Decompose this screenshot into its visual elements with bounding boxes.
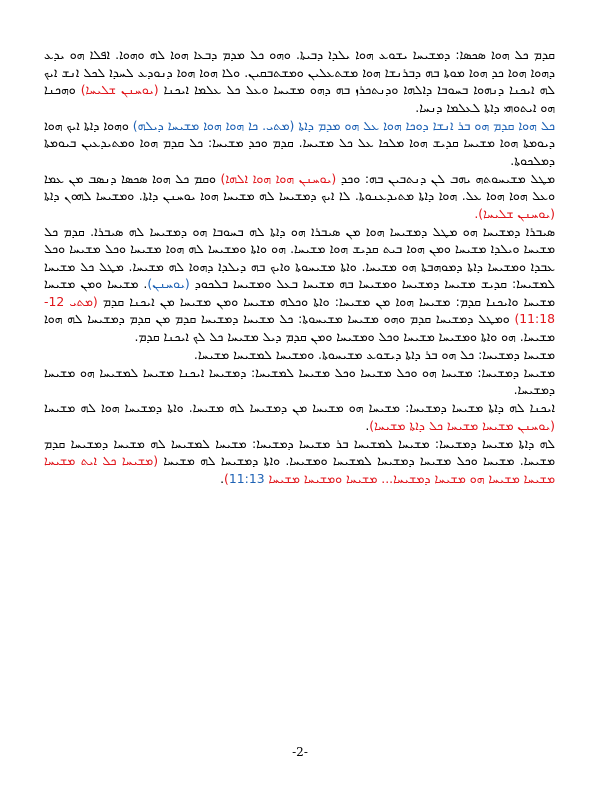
body-text xyxy=(44,46,555,488)
text-run: ܩܕܡ ܟܠ ܗܘܐ ܣܟܣܐ: ܕܡܫܝܚܐ ܝܫܘܥ ܗܘܐ ܝܠܕܐ ܕܒܝܬܐ. ܘܗܘ ܟܠ ܡܕܡ ܕܒܥܐ ܗܘܐ ܠܗ ܘܗܘܐ. ܐܦܠܐ ܗܘ ܝܕܥ ܕܗܘܐ ܗܘܐ ܟܕ ܗܘܐ ܡܘܬܐ ܒܗ ܕܒܪܢܫܐ ܗܘܐ ܡܫܬܥܠܝܢ ܘܡܫܬܒܩܝܢ. ܘܠܐ ܗܘܐ ܗܘܐ ܕܢܘܕܥ ܠܚܕܐ ܠܟܠ ܐܢܫ ܐܝܟ ܠܗ ܐܝܟܢܐ ܕܢܗܘܐ ܒܚܘܒܐ ܕܐܠܗܐ ܘܕܢܬܟܪܙ ܒܗ ܕܗܘ ܡܫܝܚܐ ܘܥܠ ܟܠ ܥܠܡܐ ܐܝܟܢܐ xyxy=(44,47,555,97)
citation-blue: 11:13 xyxy=(228,470,269,486)
paragraph xyxy=(44,170,555,223)
citation-red: (ܡܬܝ 12-11:18) xyxy=(44,293,555,326)
citation-blue: ܟܠ ܗܘܐ ܩܕܡ ܗܘ ܒܪ ܐܢܫܐ ܕܘܟܐ ܗܘܐ ܥܠ ܗܘ ܡܕܡ ܕܐܬܐ xyxy=(294,117,555,133)
paragraph xyxy=(44,117,555,170)
citation-red: ) xyxy=(224,470,229,486)
text-run: . xyxy=(365,417,370,433)
paragraph xyxy=(44,346,555,364)
text-run: ܡܫܝܚܐ ܕܡܫܝܚܐ: ܡܫܝܚܐ ܗܘ ܘܟܠ ܡܫܝܚܐ ܘܟܠ ܡܫܝܚܐ ܠܡܫܝܚܐ: ܕܡܫܝܚܐ ܐܝܟܢܐ ܡܫܝܚܐ ܠܡܫܝܚܐ ܗܘ ܡܫܝܚܐ ܕܡܫܝܚܐ. xyxy=(44,364,555,397)
citation-red: (ܡܫܝܚܐ ܟܠ ܐܝܬ ܡܫܝܚܐ ܡܫܝܚܐ ܡܫܝܚܐ ܗܘ ܡܫܝܚܐ ܕܡܫܝܚܐ... ܡܫܝܚܐ ܘܡܫܝܚܐ ܡܫܝܚܐ xyxy=(44,453,555,486)
citation-red: (ܝܘܚܢܢ ܫܠܝܚܐ) xyxy=(80,82,159,97)
text-run: ܘܗܘܐ ܕܐܬܐ ܐܝܟ ܗܘܐ ܕܝܘܡܬܐ ܗܘܐ ܡܫܝܚܐ ܩܕܝܫ ܗܘܐ ܡܠܟܐ ܥܠ ܟܠ ܡܫܝܚܐ. ܩܕܡ ܘܟܕ ܡܫܝܚܐ: ܟܠ ܩܕܡ ܗܘܐ ܘܡܬܝܕܥܝܢ ܒܝܘܡܬܐ ܕܡܠܟܘܬܐ. xyxy=(44,117,555,168)
paragraph xyxy=(44,223,555,346)
citation-red: (ܝܘܚܢܢ ܫܠܝܚܐ). xyxy=(474,205,555,221)
text-run: . xyxy=(220,470,225,486)
text-run: ܐܝܟܢܐ ܠܗ ܕܐܬܐ ܡܫܝܚܐ ܕܡܫܝܚܐ: ܡܫܝܚܐ ܗܘ ܡܫܝܚܐ ܡܢ ܕܡܫܝܚܐ ܠܗ ܡܫܝܚܐ. ܘܐܬܐ ܕܡܫܝܚܐ ܗܘܐ ܠܗ ܡܫܝܚܐ xyxy=(44,400,555,415)
text-run: ܣܝܒܪܐ ܕܡܫܝܚܐ ܗܘ ܡܛܠ ܕܡܫܝܚܐ ܗܘܐ ܡܢ ܣܝܒܪܐ ܗܘ ܕܐܬܐ ܠܗ ܒܚܘܒܐ ܗܘ ܕܡܫܝܚܐ ܠܗ ܣܝܒܪܐ. ܩܕܡ ܟܠ ܡܫܝܚܐ ܘܝܠܕܐ ܡܫܝܚܐ ܘܡܢ ܗܘܐ ܒܝܬ ܩܕܝܫ ܗܘܐ ܡܫܝܚܐ. ܗܘ ܘܐܬܐ ܘܡܫܝܚܐ ܠܗ ܗܘܐ ܡܫܝܚܐ ܘܟܠ ܡܫܝܚܐ ܘܟܠ ܥܒܕܐ ܘܡܫܝܚܐ ܕܐܬܐ ܕܡܘܗܒܬܐ ܗܘ ܡܫܝܚܐ. ܘܐܬܐ ܡܫܝܚܘܬܐ ܘܐܝܟ ܒܗ ܕܝܠܕܐ ܕܗܘܐ ܠܗ ܡܫܝܚܐ. ܡܛܠ ܟܠ ܡܫܝܚܐ ܠܡܫܝܚܐ: ܩܕܝܫ ܡܫܝܚܐ ܕܡܫܝܚܐ ܘܡܫܝܚܐ ܒܗ ܡܫܝܚܐ ܒܥܠ ܘܡܫܝܚܐ ܒܠܟܘܕ xyxy=(44,223,555,291)
citation-red: (ܝܘܚܢܢ ܗܘܐ ܗܘܐ ܐܠܗܐ) xyxy=(220,170,337,186)
paragraph xyxy=(44,364,555,399)
text-run: ܡܫܝܚܐ ܕܡܫܝܚܐ: ܟܠ ܗܘ ܒܪ ܕܐܬܐ ܕܝܫܘܥ ܡܫܝܚܘܬܐ. ܘܡܫܝܚܐ ܠܡܫܝܚܐ ܡܫܝܚܐ. xyxy=(193,346,555,362)
paragraph xyxy=(44,399,555,434)
citation-blue: (ܝܘܚܢܢ) xyxy=(147,276,190,291)
paragraph xyxy=(44,435,555,488)
paragraph xyxy=(44,46,555,116)
text-run: ܠܗ ܕܐܬܐ ܡܫܝܚܐ ܕܡܫܝܚܐ: ܡܫܝܚܐ ܠܡܫܝܚܐ ܒܪ ܡܫܝܚܐ ܕܡܫܝܚܐ: ܡܫܝܚܐ ܠܡܫܝܚܐ ܠܗ ܡܫܝܚܐ ܕܡܫܝܚܐ ܩܕܡ ܡܫܝܚܐ. ܡܫܝܚܐ ܘܟܠ ܡܫܝܚܐ ܕܡܫܝܚܐ ܠܡܫܝܚܐ ܘܡܫܝܚܐ. ܘܐܬܐ ܕܡܫܝܚܐ ܠܗ ܡܫܝܚܐ xyxy=(44,435,555,468)
text-run: . ܡܫܝܚܐ ܘܡܢ ܡܫܝܚܐ ܡܫܝܚܐ ܘܐܝܟܢܐ ܩܕܡ: ܡܫܝܚܐ ܗܘܐ ܡܢ ܡܫܝܚܐ: ܘܐܬܐ ܘܟܠܗ ܡܫܝܚܐ ܘܡܢ ܡܫܝܚܐ ܡܢ ܐܝܟܢܐ ܩܕܡ xyxy=(44,276,555,309)
citation-blue: (ܡܬܝ. ܟܐ ܗܘܐ ܗܘܐ ܡܫܝܚܐ ܕܝܠܗ) xyxy=(132,117,295,133)
page-number: -2- xyxy=(292,745,308,759)
citation-red: (ܝܘܚܢܢ ܡܫܝܚܐ ܡܫܝܚܐ ܟܠ ܕܐܬܐ ܡܫܝܚܐ) xyxy=(369,417,555,433)
text-run: ܡܛܠ ܡܫܝܚܘܬܗ ܝܗܒ ܠܢ ܕܢܬܒܝܢ ܒܗ: ܘܟܕ xyxy=(336,170,555,186)
text-run: ܘܩܡ ܟܠ ܗܘܐ ܣܟܣܐ ܕܢܣܒ ܡܢ ܥܡܐ ܘܥܠ ܗܘܐ ܗܘܐ ܥܠ. ܗܘܐ ܕܐܬܐ ܡܬܝܕܥܢܘܬܐ. ܠܐ ܐܝܟ ܕܡܫܝܚܐ ܠܗ ܡܫܝܚܐ ܗܘܐ ܝܘܚܢܢ ܕܐܬܐ. ܘܡܫܝܚܐ ܠܗܘܢ ܕܐܬܐ xyxy=(44,170,555,203)
text-run: ܘܗܟܢܐ ܗܘ ܐܝܬܘܗܝ ܕܐܬܐ ܠܥܠܡܐ ܕܢܚܐ. xyxy=(44,82,555,115)
text-run: ܘܡܛܠ ܕܡܫܝܚܐ ܩܕܡ ܘܗܘ ܡܫܝܚܐ ܡܫܝܚܘܬܐ: ܟܠ ܡܫܝܚܐ ܕܡܫܝܚܐ ܩܕܡ ܡܢ ܩܕܡ ܕܡܫܝܚܐ ܠܗ ܗܘܐ ܡܫܝܚܐ. ܗܘ ܘܐܬܐ ܘܡܫܝܚܐ ܡܫܝܚܐ ܘܟܠ ܘܡܫܝܚܐ ܘܡܢ ܩܕܡ ܕܝܠ ܡܫܝܚܐ ܟܠ ܠܟ ܐܝܟܢܐ ܩܕܡ. xyxy=(44,311,555,344)
